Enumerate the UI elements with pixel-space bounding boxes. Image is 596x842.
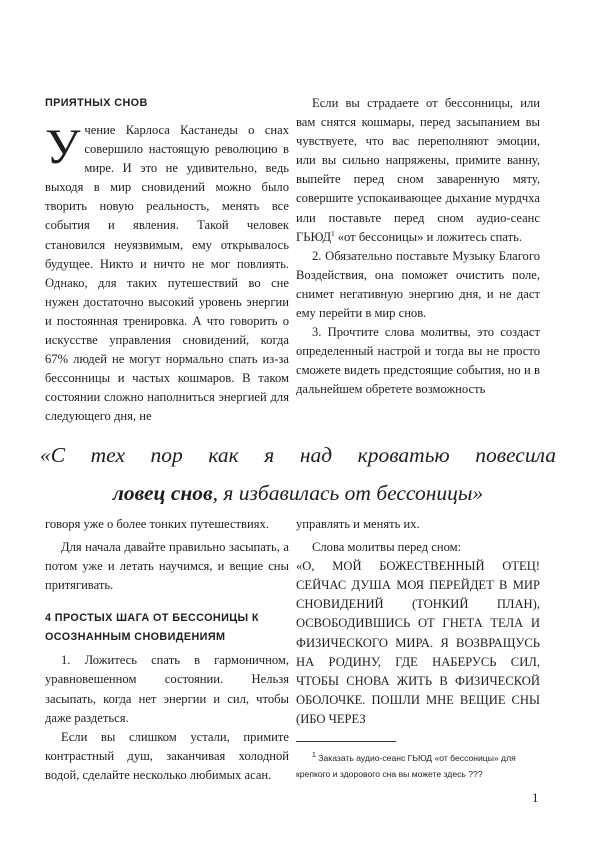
intro-steps-paragraph: Для начала давайте правильно засыпать, а потом уже и летать научимся, и вещие сны притягивать. (45, 540, 289, 593)
footnote (296, 750, 540, 782)
drop-cap: У (45, 118, 81, 174)
pull-quote-line-1: «С тех пор как я над кроватью повесила (40, 443, 556, 467)
pull-quote-line-2 (113, 481, 483, 505)
pull-quote-bold: ловец снов (112, 481, 213, 505)
step-1-paragraph: 1. Ложитесь спать в гармоничном, уравновешенном состоянии. Нельзя засыпать, когда нет энергии и сил, чтобы даже раздеться. (45, 653, 289, 725)
shower-paragraph: Если вы слишком устали, примите контрастный душ, заканчивая холодной водой, сделайте несколько любимых асан. (45, 729, 289, 782)
prayer-intro: Слова молитвы перед сном: (312, 540, 462, 555)
continued-paragraph: говоря уже о более тонких путешествиях. (45, 517, 269, 531)
intro-text: чение Карлоса Кастанеды о снах совершило настоящую революцию в мире. И это не удивительно, ведь выходя в мир сновидений можно было творить новую реальность, менять все события и явления. Такой человек становился неуязвимым, ему открывалось будущее. Никто и ничто не мог повлиять. Однако, для таких путешествий во сне нужен достаточно высокий уровень энергии и постоянная тренировка. А что говорить о искусстве управления сновидений, когда 67% людей не могут нормально спать из-за бессонницы и частых кошмаров. В таком состоянии сложно наполниться энергией для следующего дня, не (45, 123, 289, 424)
prayer-text: «О, МОЙ БОЖЕСТВЕННЫЙ ОТЕЦ! СЕЙЧАС ДУША МОЯ ПЕРЕЙДЕТ В МИР СНОВИДЕНИЙ (ТОНКИЙ ПЛАН), ОСВОБОДИВШИСЬ ОТ ГНЕТА ТЕЛА И ФИЗИЧЕСКОГО МИРА. Я ВОЗВРАЩУСЬ НА РОДИНУ, ГДЕ НАБЕРУСЬ СИЛ, ЧТОБЫ СНОВА ЖИТЬ В ФИЗИЧЕСКОЙ ОБОЛОЧКЕ. ПОШЛИ МНЕ ВЕЩИЕ СНЫ (ИБО ЧЕРЕЗ (296, 559, 540, 726)
footnote-text: Заказать аудио-сеанс ГЬЮД «от бессоницы» для крепкого и здорового сна вы можете здесь ??? (296, 753, 516, 780)
paragraph-insomnia (296, 94, 540, 247)
intro-paragraph (45, 118, 289, 427)
footnote-ref[interactable]: 1 (331, 229, 335, 238)
continued-paragraph-right: управлять и менять их. (296, 517, 420, 531)
paragraph-insomnia-end: «от бессоницы» и ложитесь спать. (334, 229, 523, 244)
top-left-column (45, 94, 289, 427)
footnote-divider (296, 741, 396, 742)
bottom-left-column (45, 515, 289, 785)
footnote-number: 1 (312, 752, 316, 760)
bottom-right-column (296, 515, 540, 782)
paragraph-insomnia-text: Если вы страдаете от бессонницы, или вам снятся кошмары, перед засыпанием вы чувствуете, что вас переполняют эмоции, или вы сильно напряжены, примите ванну, выпейте перед сном заваренную мяту, совершите успокаивающее дыхание мурдчха или поставьте перед сном аудио-сеанс ГЬЮД (296, 96, 540, 244)
pull-quote-rest: , я избавилась от бессоницы» (212, 481, 484, 505)
steps-heading: 4 ПРОСТЫХ ШАГА ОТ БЕССОНИЦЫ К ОСОЗНАННЫМ СНОВИДЕНИЯМ (45, 612, 259, 644)
pull-quote (40, 436, 556, 512)
top-right-column (296, 94, 540, 400)
section-heading: ПРИЯТНЫХ СНОВ (45, 97, 148, 109)
step-2-paragraph: 2. Обязательно поставьте Музыку Благого Воздействия, она поможет очистить поле, снимет негативную энергию дня, и не даст ему перейти в мир снов. (296, 248, 540, 321)
step-3-paragraph: 3. Прочтите слова молитвы, это создаст определенный настрой и тогда вы не просто сможете видеть предстоящие события, но и в дальнейшем обретете возможность (296, 325, 540, 397)
page-number: 1 (532, 790, 539, 805)
